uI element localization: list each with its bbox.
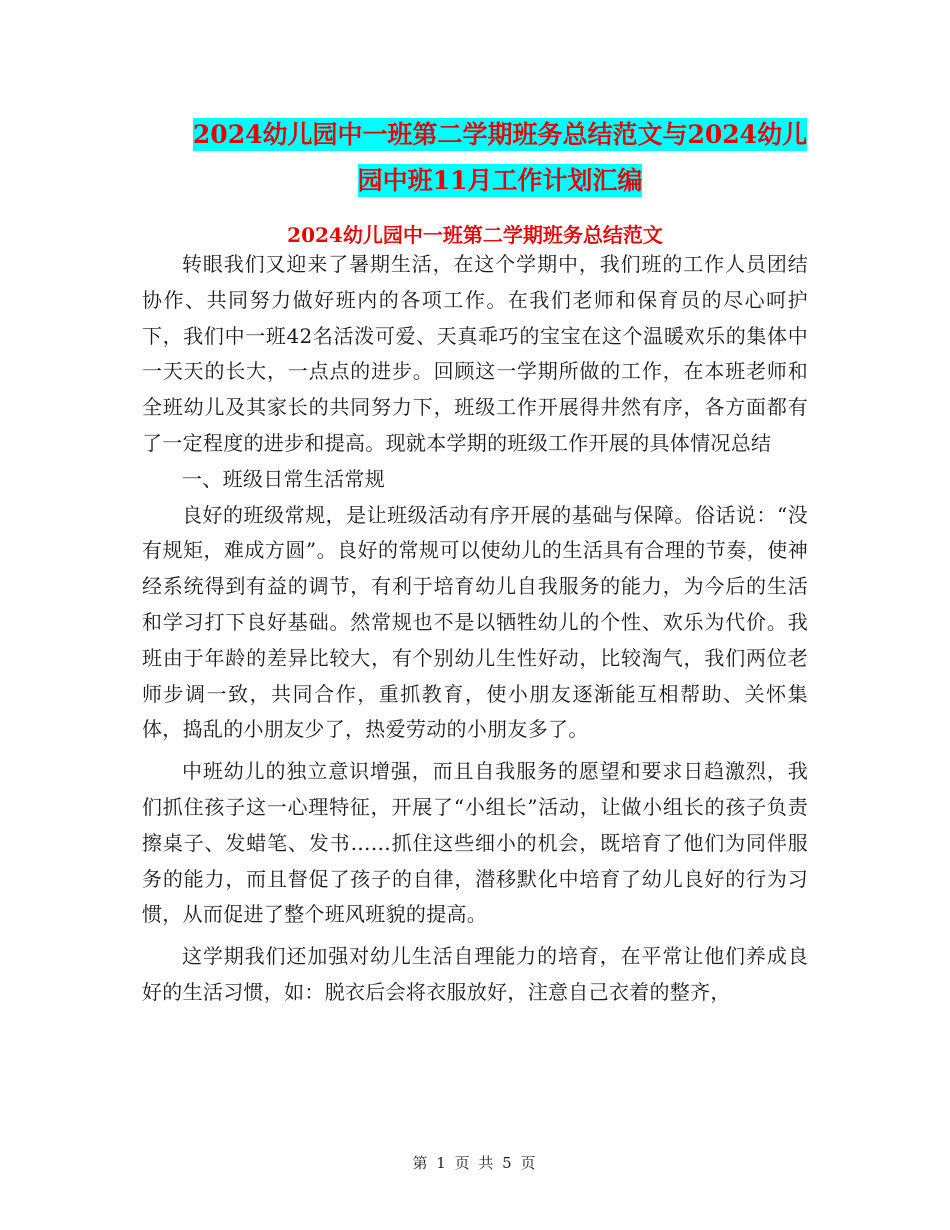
paragraph-heading-1: 一、班级日常生活常规 (182, 466, 385, 491)
title-line-1: 2024幼儿园中一班第二学期班务总结范文与2024幼儿 (192, 120, 808, 149)
paragraph-intro: 转眼我们又迎来了暑期生活，在这个学期中，我们班的工作人员团结协作、共同努力做好班内的各项工作。在我们老师和保育员的尽心呵护下，我们中一班42名活泼可爱、天真乖巧的宝宝在这个温暖欢乐的集体中一天天的长大，一点点的进步。回顾这一学期所做的工作，在本班老师和全班幼儿及其家长的共同努力下，班级工作开展得井然有序，各方面都有了一定程度的进步和提高。现就本学期的班级工作开展的具体情况总结 (142, 252, 808, 455)
paragraph-group-leader: 中班幼儿的独立意识增强，而且自我服务的愿望和要求日趋激烈，我们抓住孩子这一心理特征，开展了“小组长”活动，让做小组长的孩子负责擦桌子、发蜡笔、发书……抓住这些细小的机会，既培育了他们为同伴服务的能力，而且督促了孩子的自律，潜移默化中培育了幼儿良好的行为习惯，从而促进了整个班风班貌的提高。 (142, 759, 808, 927)
section-title: 2024幼儿园中一班第二学期班务总结范文 (287, 223, 663, 247)
paragraph-self-care: 这学期我们还加强对幼儿生活自理能力的培育，在平常让他们养成良好的生活习惯，如：脱衣后会将衣服放好，注意自己衣着的整齐， (142, 944, 808, 1004)
page-number: 第 1 页 共 5 页 (412, 1154, 538, 1172)
document-title (140, 112, 860, 204)
title-line-2: 园中班11月工作计划汇编 (357, 166, 643, 195)
body-text (142, 247, 808, 1011)
paragraph-routine: 良好的班级常规，是让班级活动有序开展的基础与保障。俗话说：“没有规矩，难成方圆”。良好的常规可以使幼儿的生活具有合理的节奏，使神经系统得到有益的调节，有利于培育幼儿自我服务的能力，为今后的生活和学习打下良好基础。然常规也不是以牺牲幼儿的个性、欢乐为代价。我班由于年龄的差异比较大，有个别幼儿生性好动，比较淘气，我们两位老师步调一致，共同合作，重抓教育，使小朋友逐渐能互相帮助、关怀集体，捣乱的小朋友少了，热爱劳动的小朋友多了。 (142, 502, 808, 742)
